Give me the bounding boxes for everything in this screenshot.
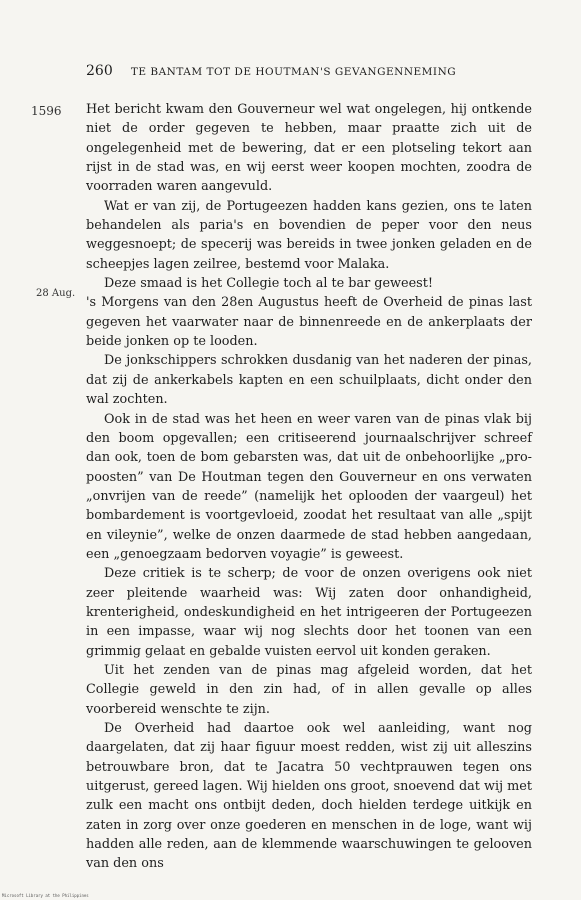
paragraph: Deze smaad is het Collegie toch al te bar geweest! (104, 276, 433, 292)
paragraph: Deze critiek is te scherp; de voor de onzen overigens ook niet zeer pleitende waarheid was: Wij zaten door onhandigheid, krenterigheid, ondeskundigheid en het intrigeeren der Portugeezen in een impasse, waar wij nog slechts door het toonen van een grimmig gelaat en gebalde vuisten eervol uit konden geraken. (86, 566, 532, 659)
paragraph: Wat er van zij, de Portugeezen hadden kans gezien, ons te laten behandelen als paria's en bovendien de peper voor den neus weggesnoept; de specerij was bereids in twee jonken geladen en de scheepjes lagen zeilree, bestemd voor Malaka. (86, 198, 532, 272)
running-header (86, 63, 526, 79)
page-number: 260 (86, 63, 113, 79)
paragraph: Uit het zenden van de pinas mag afgeleid worden, dat het Collegie geweld in den zin had, of in allen gevalle op alles voorbereid wenschte te zijn. (86, 662, 532, 717)
paragraph: 's Morgens van den 28en Augustus heeft de Overheid de pinas last gegeven het vaarwater naar de binnenreede en de ankerplaats der beide jonken op te looden. (86, 295, 532, 350)
margin-date: 28 Aug. (36, 288, 76, 299)
paragraph: Ook in de stad was het heen en weer varen van de pinas vlak bij den boom opgevallen; een critiseerend journaalschrijver schreef dan ook, toen de bom gebarsten was, dat uit de onbehoorlijke „pro-poosten” van De Houtman tegen den Gouverneur en ons verwaten „onvrijen van de reede” (namelijk het oplooden der vaargeul) het bombardement is voortgevloeid, zoodat het resultaat van alle „spijt en vileynie”, welke de onzen daarmede de stad hebben aangedaan, een „genoegzaam bedorven voyagie” is geweest. (86, 411, 532, 562)
paragraph: Het bericht kwam den Gouverneur wel wat ongelegen, hij ontkende niet de order gegeven te hebben, maar praatte zich uit de ongelegenheid met de bewering, dat er een plotseling tekort aan rijst in de stad was, en wij eerst weer koopen mochten, zoodra de voorraden waren aangevuld. (86, 102, 532, 195)
paragraph: De Overheid had daartoe ook wel aanleiding, want nog daargelaten, dat zij haar figuur moest redden, wist zij uit alleszins betrouwbare bron, dat te Jacatra 50 vechtprauwen tegen ons uitgerust, gereed lagen. Wij hielden ons groot, snoevend dat wij met zulk een macht ons ontbijt deden, doch hielden terdege uitkijk en zaten in zorg over onze goederen en menschen in de loge, want wij hadden alle reden, aan de klemmende waarschuwingen te gelooven van den ons (86, 721, 532, 872)
paragraph: De jonkschippers schrokken dusdanig van het naderen der pinas, dat zij de ankerkabels kapten en een schuilplaats, dicht onder den wal zochten. (86, 353, 532, 408)
scan-footer: Microsoft Library at the Philippines (2, 893, 89, 898)
body-text (86, 100, 532, 874)
running-title: TE BANTAM TOT DE HOUTMAN'S GEVANGENNEMING (130, 66, 457, 78)
margin-year: 1596 (31, 104, 62, 118)
